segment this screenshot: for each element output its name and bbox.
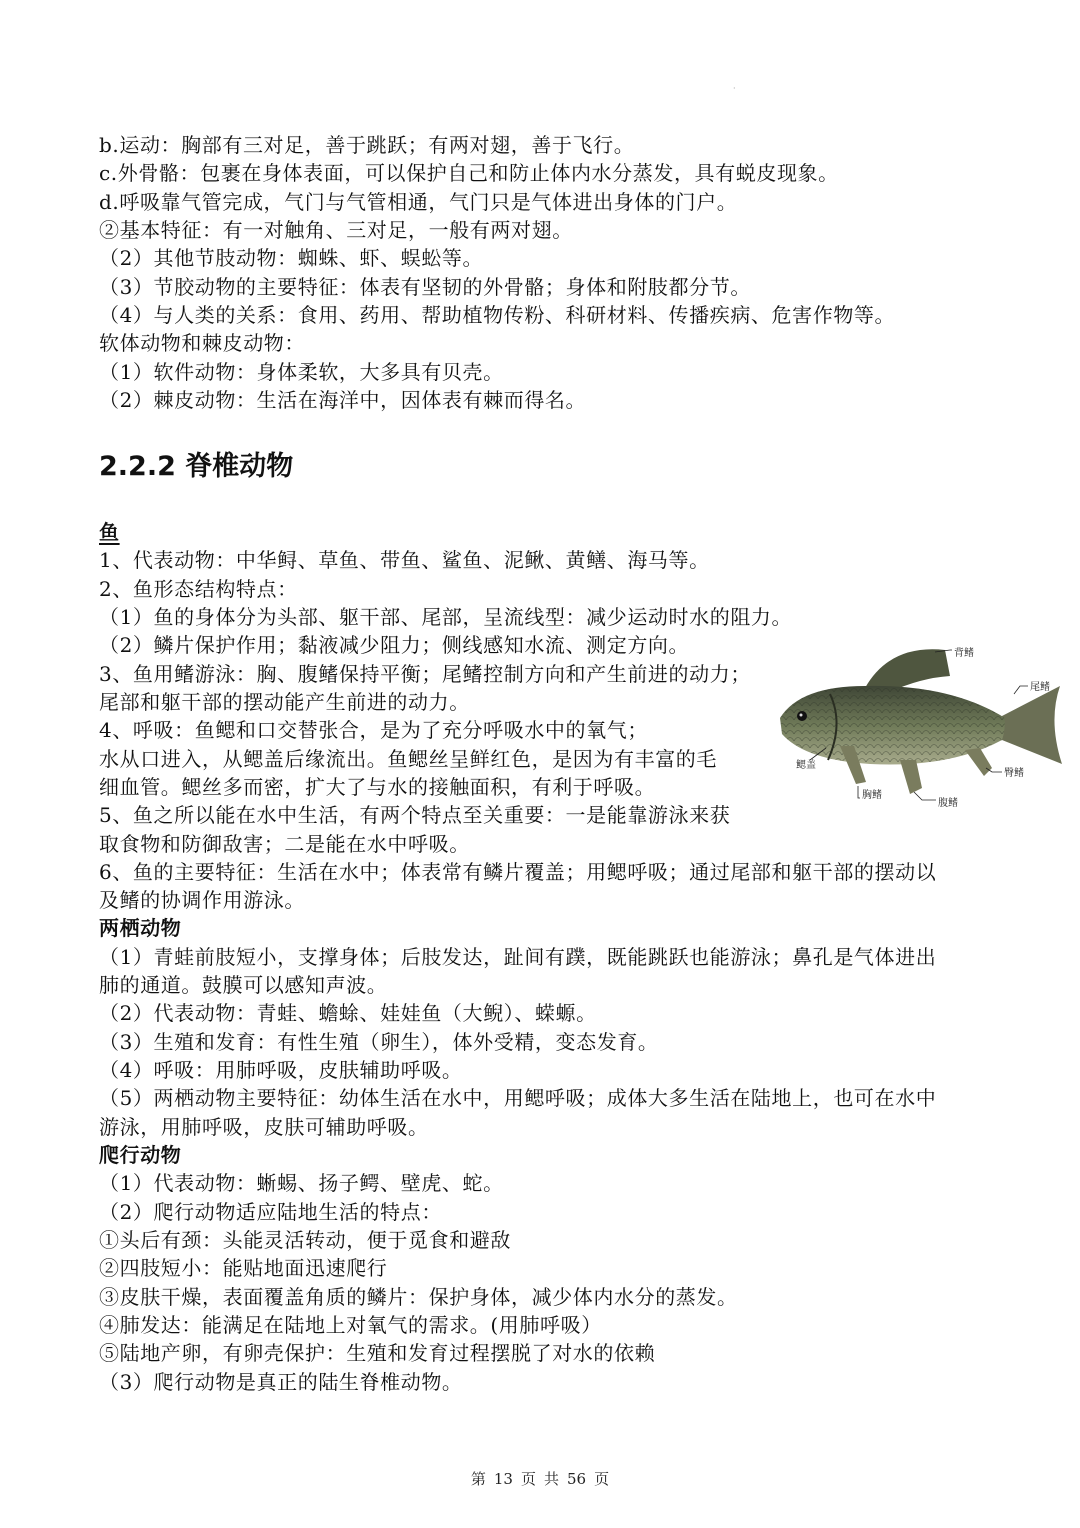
text-line: 取食物和防御敌害；二是能在水中呼吸。 xyxy=(99,832,470,856)
corner-mark: · xyxy=(733,84,736,93)
text-line: （1）青蛙前肢短小，支撑身体；后肢发达，趾间有蹼，既能跳跃也能游泳；鼻孔是气体进出 xyxy=(99,945,937,969)
text-line: 软体动物和棘皮动物： xyxy=(99,331,305,355)
dorsal-fin-shape xyxy=(865,649,950,692)
text-line: 5、鱼之所以能在水中生活，有两个特点至关重要：一是能靠游泳来获 xyxy=(99,803,731,827)
text-line: （4）与人类的关系：食用、药用、帮助植物传粉、科研材料、传播疾病、危害作物等。 xyxy=(99,303,896,327)
text-line: b.运动：胸部有三对足，善于跳跃；有两对翅，善于飞行。 xyxy=(99,133,635,157)
text-line: （4）呼吸：用肺呼吸，皮肤辅助呼吸。 xyxy=(99,1058,463,1082)
section-heading: 2.2.2 脊椎动物 xyxy=(99,451,294,482)
label-anal-fin: 臀鳍 xyxy=(1004,768,1024,779)
pelvic-fin-shape xyxy=(900,760,922,794)
text-line: 6、鱼的主要特征：生活在水中；体表常有鳞片覆盖；用鳃呼吸；通过尾部和躯干部的摆动以 xyxy=(99,860,937,884)
text-line: （1）鱼的身体分为头部、躯干部、尾部，呈流线型：减少运动时水的阻力。 xyxy=(99,605,793,629)
label-pectoral-fin: 胸鳍 xyxy=(862,790,882,801)
footer-total-unit: 页 xyxy=(594,1470,610,1488)
text-line: 肺的通道。鼓膜可以感知声波。 xyxy=(99,973,388,997)
text-line: （2）爬行动物适应陆地生活的特点： xyxy=(99,1200,442,1224)
text-line: （1）软件动物：身体柔软，大多具有贝壳。 xyxy=(99,360,504,384)
text-line: 细血管。鳃丝多而密，扩大了与水的接触面积，有利于呼吸。 xyxy=(99,775,656,799)
fish-illustration xyxy=(770,636,1070,816)
text-line: ②四肢短小：能贴地面迅速爬行 xyxy=(99,1256,388,1280)
total-pages: 56 xyxy=(567,1470,587,1488)
amphibian-title: 两栖动物 xyxy=(99,916,182,940)
text-line: 水从口进入，从鳃盖后缘流出。鱼鳃丝呈鲜红色，是因为有丰富的毛 xyxy=(99,747,717,771)
text-line: 及鳍的协调作用游泳。 xyxy=(99,888,305,912)
text-line: ①头后有颈：头能灵活转动，便于觅食和避敌 xyxy=(99,1228,511,1252)
text-line: 4、呼吸：鱼鳃和口交替张合，是为了充分呼吸水中的氧气； xyxy=(99,718,648,742)
text-line: ②基本特征：有一对触角、三对足，一般有两对翅。 xyxy=(99,218,573,242)
anal-fin-shape xyxy=(965,748,992,776)
text-line: （3）生殖和发育：有性生殖（卵生），体外受精，变态发育。 xyxy=(99,1030,659,1054)
text-line: 尾部和躯干部的摆动能产生前进的动力。 xyxy=(99,690,470,714)
text-line: （2）代表动物：青蛙、蟾蜍、娃娃鱼（大鲵）、蝾螈。 xyxy=(99,1001,597,1025)
fish-title: 鱼 xyxy=(99,520,120,544)
fish-diagram xyxy=(770,636,1070,816)
text-line: c.外骨骼：包裹在身体表面，可以保护自己和防止体内水分蒸发，具有蜕皮现象。 xyxy=(99,161,839,185)
tail-fin-shape xyxy=(1002,686,1062,764)
text-line: 3、鱼用鳍游泳：胸、腹鳍保持平衡；尾鳍控制方向和产生前进的动力； xyxy=(99,662,751,686)
text-line: （2）鳞片保护作用；黏液减少阻力；侧线感知水流、测定方向。 xyxy=(99,633,690,657)
label-pelvic-fin: 腹鳍 xyxy=(938,798,958,809)
text-line: （1）代表动物：蜥蜴、扬子鳄、壁虎、蛇。 xyxy=(99,1171,504,1195)
text-line: 1、代表动物：中华鲟、草鱼、带鱼、鲨鱼、泥鳅、黄鳝、海马等。 xyxy=(99,548,710,572)
footer-page-unit: 页 xyxy=(520,1470,536,1488)
footer-total-prefix: 共 xyxy=(544,1470,560,1488)
text-line: （3）爬行动物是真正的陆生脊椎动物。 xyxy=(99,1370,463,1394)
text-line: ④肺发达：能满足在陆地上对氧气的需求。(用肺呼吸） xyxy=(99,1313,602,1337)
text-line: （5）两栖动物主要特征：幼体生活在水中，用鳃呼吸；成体大多生活在陆地上，也可在水中 xyxy=(99,1086,937,1110)
text-line: ⑤陆地产卵，有卵壳保护：生殖和发育过程摆脱了对水的依赖 xyxy=(99,1341,656,1365)
text-line: （2）其他节肢动物：蜘蛛、虾、蜈蚣等。 xyxy=(99,246,484,270)
page-number: 13 xyxy=(493,1470,513,1488)
label-gill-cover: 鳃盖 xyxy=(796,760,816,771)
reptile-title: 爬行动物 xyxy=(99,1143,182,1167)
label-tail-fin: 尾鳍 xyxy=(1030,682,1050,693)
text-line: ③皮肤干燥，表面覆盖角质的鳞片：保护身体，减少体内水分的蒸发。 xyxy=(99,1285,738,1309)
text-line: （2）棘皮动物：生活在海洋中，因体表有棘而得名。 xyxy=(99,388,587,412)
text-line: 游泳，用肺呼吸，皮肤可辅助呼吸。 xyxy=(99,1115,429,1139)
text-line: d.呼吸靠气管完成，气门与气管相通，气门只是气体进出身体的门户。 xyxy=(99,190,738,214)
footer-page-prefix: 第 xyxy=(470,1470,486,1488)
label-dorsal-fin: 背鳍 xyxy=(954,648,974,659)
text-line: （3）节胶动物的主要特征：体表有坚韧的外骨骼；身体和附肢都分节。 xyxy=(99,275,751,299)
text-line: 2、鱼形态结构特点： xyxy=(99,577,298,601)
page-footer xyxy=(0,1468,1080,1489)
